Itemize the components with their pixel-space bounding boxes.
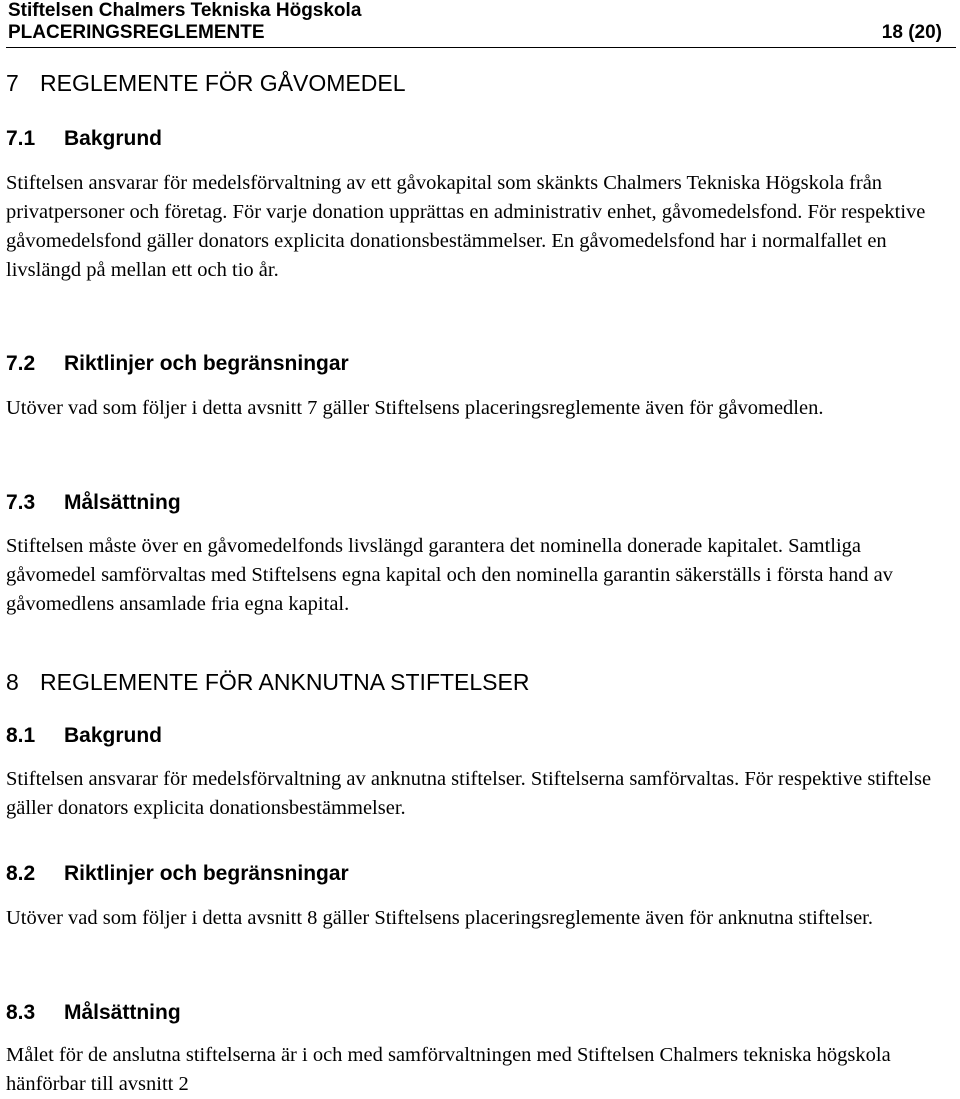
section-7-3-heading xyxy=(6,491,181,515)
section-number: 8.3 xyxy=(6,1001,36,1024)
page-header xyxy=(8,0,942,44)
section-title: REGLEMENTE FÖR GÅVOMEDEL xyxy=(40,70,406,96)
header-document-title: PLACERINGSREGLEMENTE xyxy=(8,22,265,43)
section-number: 7.2 xyxy=(6,352,36,375)
section-8-heading xyxy=(6,669,529,696)
section-number: 8.1 xyxy=(6,724,36,747)
section-number: 7.1 xyxy=(6,127,36,150)
section-8-2-heading xyxy=(6,862,349,886)
header-organization: Stiftelsen Chalmers Tekniska Högskola xyxy=(8,0,362,21)
section-title: Riktlinjer och begränsningar xyxy=(64,862,349,885)
header-divider xyxy=(6,47,956,48)
header-page-number: 18 (20) xyxy=(881,22,942,43)
section-7-1-paragraph: Stiftelsen ansvarar för medelsförvaltning av ett gåvokapital som skänkts Chalmers Tekniska Högskola från privatpersoner och företag. För varje donation upprättas en administrativ enhet, gåvomedelsfond. För respektive gåvomedelsfond gäller donators explicita donationsbestämmelser. En gåvomedelsfond har i normalfallet en livslängd på mellan ett och tio år. xyxy=(6,172,926,281)
section-number: 8.2 xyxy=(6,862,36,885)
section-7-2-heading xyxy=(6,352,349,376)
section-8-1-paragraph: Stiftelsen ansvarar för medelsförvaltning av anknutna stiftelser. Stiftelserna samförvaltas. För respektive stiftelse gäller donators explicita donationsbestämmelser. xyxy=(6,768,932,819)
section-number: 7.3 xyxy=(6,491,36,514)
section-title: REGLEMENTE FÖR ANKNUTNA STIFTELSER xyxy=(40,669,530,695)
section-title: Målsättning xyxy=(64,1001,181,1024)
section-title: Bakgrund xyxy=(64,724,163,747)
section-title: Riktlinjer och begränsningar xyxy=(64,352,349,375)
section-title: Målsättning xyxy=(64,491,181,514)
section-8-1-heading xyxy=(6,724,162,748)
section-number: 8 xyxy=(6,669,19,695)
section-number: 7 xyxy=(6,70,19,96)
section-8-3-paragraph: Målet för de anslutna stiftelserna är i och med samförvaltningen med Stiftelsen Chalmers tekniska högskola hänförbar till avsnitt 2 xyxy=(6,1044,891,1095)
section-7-3-paragraph: Stiftelsen måste över en gåvomedelfonds livslängd garantera det nominella donerade kapitalet. Samtliga gåvomedel samförvaltas med Stiftelsens egna kapital och den nominella garantin säkerställs i första hand av gåvomedlens ansamlade fria egna kapital. xyxy=(6,535,893,615)
section-7-heading xyxy=(6,70,406,97)
section-8-3-heading xyxy=(6,1001,181,1025)
section-8-2-paragraph: Utöver vad som följer i detta avsnitt 8 gäller Stiftelsens placeringsreglemente även för anknutna stiftelser. xyxy=(6,907,873,929)
section-title: Bakgrund xyxy=(64,127,163,150)
section-7-1-heading xyxy=(6,127,162,151)
section-7-2-paragraph: Utöver vad som följer i detta avsnitt 7 gäller Stiftelsens placeringsreglemente även för gåvomedlen. xyxy=(6,397,824,419)
